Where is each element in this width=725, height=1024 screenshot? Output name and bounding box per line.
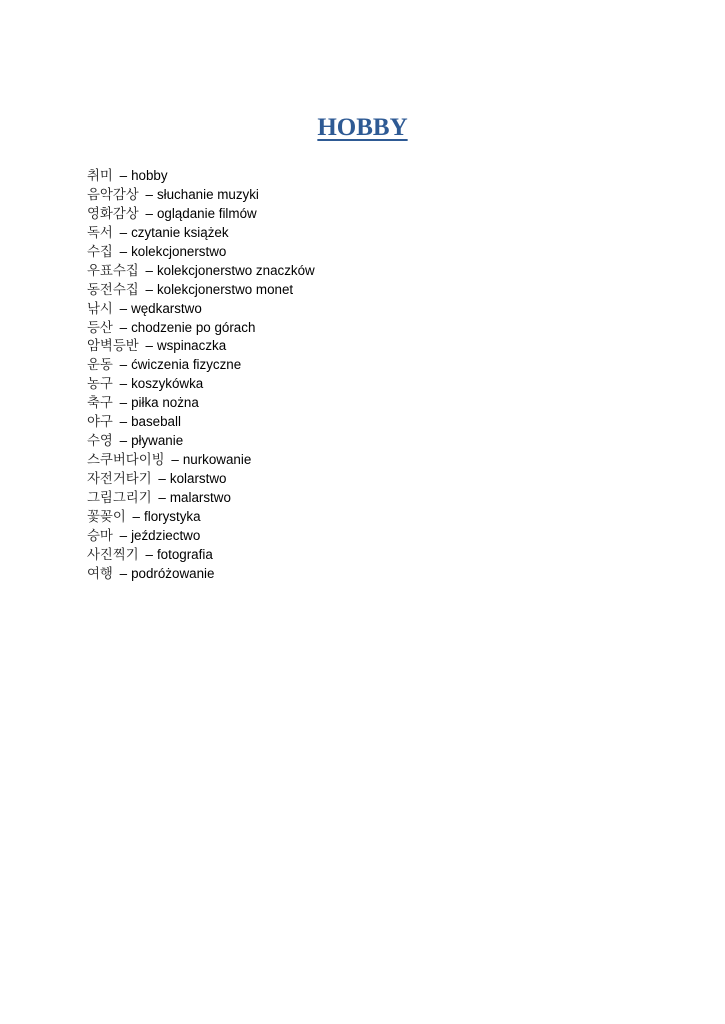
vocabulary-entry [87,224,315,243]
vocabulary-entry [87,337,315,356]
korean-term: 축구 [87,396,113,412]
term-separator: – [132,508,140,524]
polish-translation: wspinaczka [156,338,227,354]
term-separator: – [119,395,128,411]
korean-term: 낚시 [87,301,113,317]
polish-translation: oglądanie filmów [156,205,257,221]
vocabulary-list [87,167,315,584]
vocabulary-entry [87,432,315,451]
term-separator: – [119,527,128,543]
term-separator: – [119,433,128,449]
term-separator: – [119,376,128,392]
term-separator: – [119,414,128,430]
polish-translation: hobby [131,168,168,183]
polish-translation: kolekcjonerstwo [131,243,227,259]
polish-translation: pływanie [131,433,184,449]
term-separator: – [119,224,128,240]
polish-translation: czytanie książek [131,224,229,240]
korean-term: 취미 [87,169,113,184]
vocabulary-entry [87,167,315,186]
term-separator: – [171,452,179,468]
polish-translation: słuchanie muzyki [156,186,259,202]
term-separator: – [119,319,128,335]
term-separator: – [119,168,128,183]
polish-translation: piłka nożna [131,395,199,411]
vocabulary-entry [87,413,315,432]
vocabulary-entry [87,262,315,281]
vocabulary-entry [87,565,315,584]
korean-term: 승마 [87,528,113,544]
korean-term: 농구 [87,377,113,393]
korean-term: 야구 [87,415,113,431]
vocabulary-entry [87,186,315,205]
page-title: HOBBY [317,114,408,141]
vocabulary-entry [87,205,315,224]
korean-term: 자전거타기 [87,472,152,487]
korean-term: 운동 [87,358,113,374]
term-separator: – [145,546,153,562]
polish-translation: chodzenie po górach [131,319,256,335]
korean-term: 스쿠버다이빙 [87,453,165,469]
korean-term: 사진찍기 [87,547,139,563]
korean-term: 영화감상 [87,206,139,222]
vocabulary-entry [87,489,315,508]
term-separator: – [145,205,153,221]
vocabulary-entry [87,546,315,565]
korean-term: 독서 [87,225,113,241]
term-separator: – [145,281,153,297]
term-separator: – [119,565,128,581]
term-separator: – [158,489,166,505]
vocabulary-entry [87,356,315,375]
polish-translation: koszykówka [131,376,204,392]
korean-term: 음악감상 [87,187,139,203]
polish-translation: florystyka [144,508,201,524]
korean-term: 그림그리기 [87,490,152,506]
korean-term: 꽃꽂이 [87,509,126,525]
term-separator: – [119,300,128,316]
vocabulary-entry [87,527,315,546]
vocabulary-entry [87,319,315,338]
vocabulary-entry [87,243,315,262]
vocabulary-entry [87,470,315,489]
korean-term: 등산 [87,320,113,336]
korean-term: 수영 [87,434,113,450]
polish-translation: wędkarstwo [131,300,202,316]
polish-translation: fotografia [156,546,213,562]
polish-translation: podróżowanie [131,565,215,581]
term-separator: – [145,186,153,202]
polish-translation: kolarstwo [169,471,227,486]
vocabulary-entry [87,375,315,394]
term-separator: – [119,357,128,373]
vocabulary-entry [87,281,315,300]
polish-translation: baseball [131,414,181,430]
polish-translation: kolekcjonerstwo monet [156,281,294,297]
korean-term: 우표수집 [87,263,139,279]
polish-translation: malarstwo [169,489,231,505]
korean-term: 동전수집 [87,282,139,298]
vocabulary-entry [87,394,315,413]
korean-term: 여행 [87,566,113,582]
polish-translation: nurkowanie [182,452,252,468]
vocabulary-entry [87,451,315,470]
polish-translation: jeździectwo [131,527,201,543]
term-separator: – [145,338,153,354]
term-separator: – [145,262,153,278]
polish-translation: ćwiczenia fizyczne [131,357,242,373]
term-separator: – [158,471,166,486]
term-separator: – [119,243,128,259]
vocabulary-entry [87,508,315,527]
korean-term: 수집 [87,244,113,260]
korean-term: 암벽등반 [87,339,139,355]
polish-translation: kolekcjonerstwo znaczków [156,262,315,278]
vocabulary-entry [87,300,315,319]
